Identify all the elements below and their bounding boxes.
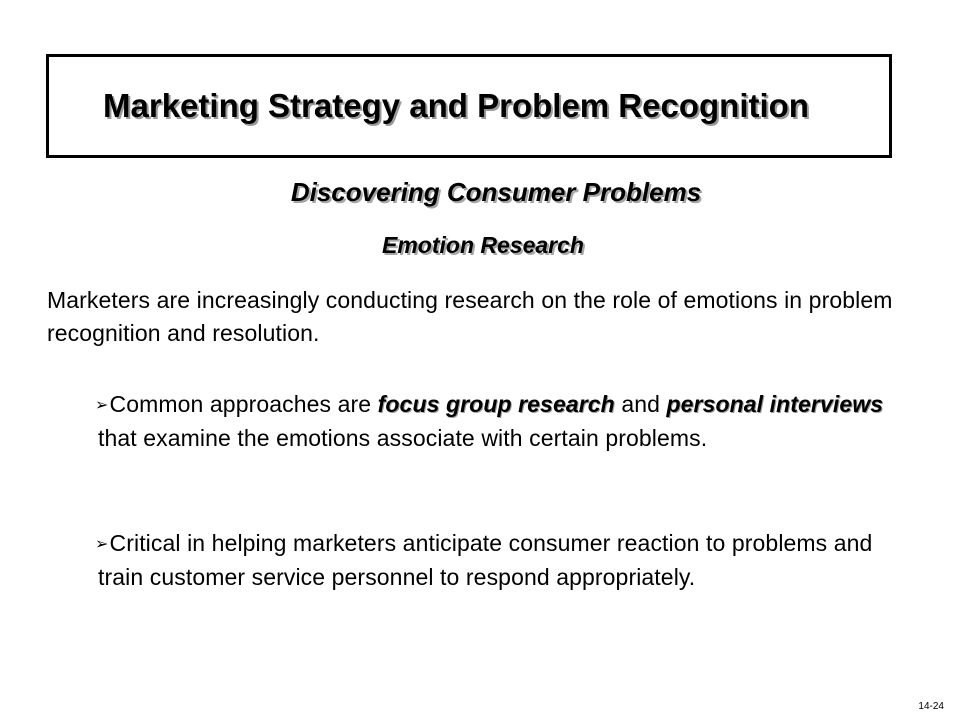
emphasis-focus-group: focus group research <box>377 391 615 417</box>
arrow-bullet-icon: ➢ <box>95 397 109 414</box>
page-number: 14-24 <box>918 701 944 712</box>
bullet-text-part: and <box>614 391 667 417</box>
bullet-text: Critical in helping marketers anticipate consumer reaction to problems and train customer service personnel to respond appropriately. <box>98 530 873 590</box>
section-heading: Emotion Research <box>382 232 584 258</box>
title-box <box>46 54 892 158</box>
bullet-item-2 <box>95 527 918 594</box>
arrow-bullet-icon: ➢ <box>95 536 109 553</box>
slide-title: Marketing Strategy and Problem Recognition <box>103 87 809 124</box>
bullet-text-part: that examine the emotions associate with certain problems. <box>98 425 708 451</box>
slide-subtitle: Discovering Consumer Problems <box>290 177 702 207</box>
intro-paragraph: Marketers are increasingly conducting research on the role of emotions in problem recognition and resolution. <box>47 287 893 346</box>
bullet-item-1 <box>95 388 918 455</box>
bullet-text-part: Common approaches are <box>109 391 378 417</box>
emphasis-personal-interviews: personal interviews <box>666 391 884 417</box>
